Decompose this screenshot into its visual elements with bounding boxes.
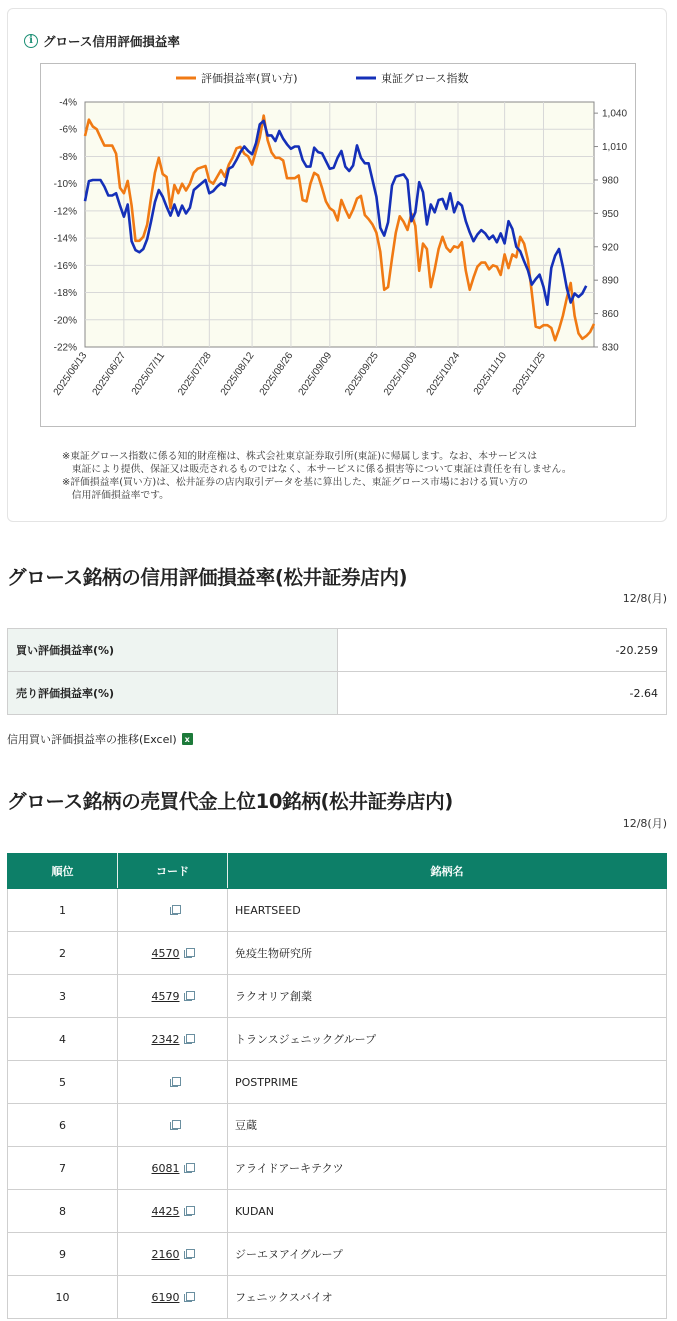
copy-icon[interactable] bbox=[184, 1292, 194, 1302]
y-left-tick-label: -12% bbox=[53, 206, 77, 218]
chart-note-line: ※評価損益率(買い方)は、松井証券の店内取引データを基に算出した、東証グロース市場における買い方の bbox=[62, 477, 529, 488]
y-right-tick-label: 920 bbox=[602, 242, 619, 254]
eval-rate-heading: グロース銘柄の信用評価損益率(松井証券店内) bbox=[7, 566, 408, 589]
table-row bbox=[8, 1061, 667, 1104]
x-tick-label: 2025/07/11 bbox=[129, 350, 168, 398]
rank-cell: 8 bbox=[8, 1190, 118, 1233]
header-rank: 順位 bbox=[8, 854, 118, 889]
table-row bbox=[8, 932, 667, 975]
rank-cell: 1 bbox=[8, 889, 118, 932]
stock-code-link[interactable]: 4570 bbox=[151, 946, 180, 960]
copy-icon[interactable] bbox=[184, 991, 194, 1001]
stock-code-link[interactable]: 4425 bbox=[151, 1204, 180, 1218]
y-left-tick-label: -16% bbox=[53, 260, 77, 272]
table-row bbox=[8, 1276, 667, 1319]
code-cell bbox=[118, 1061, 228, 1104]
y-right-tick-label: 890 bbox=[602, 275, 619, 287]
sell-eval-label: 売り評価損益率(%) bbox=[8, 672, 338, 715]
copy-icon[interactable] bbox=[184, 1249, 194, 1259]
y-left-tick-label: -4% bbox=[59, 97, 77, 109]
table-row bbox=[8, 672, 667, 715]
eval-rate-date: 12/8(月) bbox=[622, 592, 667, 605]
table-row bbox=[8, 1190, 667, 1233]
table-row bbox=[8, 629, 667, 672]
stock-name-cell: 豆蔵 bbox=[228, 1104, 667, 1147]
x-tick-label: 2025/11/10 bbox=[471, 350, 510, 398]
x-tick-label: 2025/09/09 bbox=[296, 350, 335, 398]
x-tick-label: 2025/09/25 bbox=[343, 350, 381, 398]
legend-label: 東証グロース指数 bbox=[381, 72, 469, 85]
rank-cell: 4 bbox=[8, 1018, 118, 1061]
code-cell bbox=[118, 1104, 228, 1147]
info-icon[interactable]: i bbox=[24, 34, 38, 48]
copy-icon[interactable] bbox=[184, 1034, 194, 1044]
code-cell bbox=[118, 975, 228, 1018]
plot-area bbox=[85, 102, 594, 347]
chart-notes bbox=[62, 450, 572, 502]
code-cell bbox=[118, 1147, 228, 1190]
table-row bbox=[8, 889, 667, 932]
y-left-tick-label: -22% bbox=[53, 342, 77, 354]
x-tick-label: 2025/06/13 bbox=[51, 350, 90, 398]
table-row bbox=[8, 1147, 667, 1190]
stock-name-cell: トランスジェニックグループ bbox=[228, 1018, 667, 1061]
stock-name-cell: アライドアーキテクツ bbox=[228, 1147, 667, 1190]
copy-icon[interactable] bbox=[184, 1206, 194, 1216]
chart-card-title-text: グロース信用評価損益率 bbox=[43, 34, 180, 49]
copy-icon[interactable] bbox=[184, 948, 194, 958]
excel-icon[interactable]: x bbox=[182, 733, 193, 745]
code-cell bbox=[118, 889, 228, 932]
x-tick-label: 2025/07/28 bbox=[176, 350, 214, 398]
rank-cell: 6 bbox=[8, 1104, 118, 1147]
copy-icon[interactable] bbox=[184, 1163, 194, 1173]
rank-cell: 10 bbox=[8, 1276, 118, 1319]
y-right-tick-label: 980 bbox=[602, 175, 619, 187]
stock-code-link[interactable]: 4579 bbox=[151, 989, 180, 1003]
sell-eval-value: -2.64 bbox=[338, 672, 667, 715]
table-row bbox=[8, 1018, 667, 1061]
x-tick-label: 2025/08/12 bbox=[218, 350, 257, 398]
top10-heading: グロース銘柄の売買代金上位10銘柄(松井証券店内) bbox=[7, 790, 453, 813]
rank-cell: 7 bbox=[8, 1147, 118, 1190]
code-cell bbox=[118, 1018, 228, 1061]
y-left-tick-label: -18% bbox=[53, 288, 77, 300]
chart-note-line: ※東証グロース指数に係る知的財産権は、株式会社東京証券取引所(東証)に帰属します。なお、本サービスは bbox=[62, 451, 538, 462]
rank-cell: 2 bbox=[8, 932, 118, 975]
stock-name-cell: フェニックスバイオ bbox=[228, 1276, 667, 1319]
stock-name-cell: ジーエヌアイグループ bbox=[228, 1233, 667, 1276]
buy-eval-value: -20.259 bbox=[338, 629, 667, 672]
table-row bbox=[8, 975, 667, 1018]
table-row bbox=[8, 1233, 667, 1276]
table-header-row bbox=[8, 854, 667, 889]
header-code: コード bbox=[118, 854, 228, 889]
y-right-tick-label: 1,040 bbox=[602, 108, 628, 120]
y-left-tick-label: -6% bbox=[59, 124, 77, 136]
top10-date: 12/8(月) bbox=[622, 817, 667, 830]
header-name: 銘柄名 bbox=[228, 854, 667, 889]
x-tick-label: 2025/10/09 bbox=[381, 350, 420, 398]
copy-icon[interactable] bbox=[170, 1120, 180, 1130]
y-right-tick-label: 830 bbox=[602, 342, 619, 354]
chart-card-title bbox=[24, 32, 180, 50]
chart-card bbox=[7, 8, 667, 522]
stock-code-link[interactable]: 6190 bbox=[151, 1290, 180, 1304]
x-tick-label: 2025/11/25 bbox=[510, 350, 548, 398]
stock-name-cell: 免疫生物研究所 bbox=[228, 932, 667, 975]
chart-note-line: 信用評価損益率です。 bbox=[62, 490, 169, 501]
code-cell bbox=[118, 1233, 228, 1276]
line-chart bbox=[40, 63, 636, 427]
stock-code-link[interactable]: 2342 bbox=[151, 1032, 180, 1046]
copy-icon[interactable] bbox=[170, 1077, 180, 1087]
copy-icon[interactable] bbox=[170, 905, 180, 915]
code-cell bbox=[118, 1190, 228, 1233]
stock-name-cell: POSTPRIME bbox=[228, 1061, 667, 1104]
stock-code-link[interactable]: 2160 bbox=[151, 1247, 180, 1261]
rank-cell: 5 bbox=[8, 1061, 118, 1104]
y-right-tick-label: 860 bbox=[602, 309, 619, 321]
rank-cell: 3 bbox=[8, 975, 118, 1018]
y-left-tick-label: -14% bbox=[53, 233, 77, 245]
code-cell bbox=[118, 1276, 228, 1319]
stock-name-cell: HEARTSEED bbox=[228, 889, 667, 932]
chart-note-line: 東証により提供、保証又は販売されるものではなく、本サービスに係る損害等について東証は責任を有しません。 bbox=[62, 464, 572, 475]
y-left-tick-label: -8% bbox=[59, 151, 77, 163]
top10-table bbox=[7, 853, 667, 1319]
table-row bbox=[8, 1104, 667, 1147]
stock-code-link[interactable]: 6081 bbox=[151, 1161, 180, 1175]
legend-label: 評価損益率(買い方) bbox=[201, 72, 298, 85]
excel-download-link[interactable] bbox=[7, 731, 193, 747]
rank-cell: 9 bbox=[8, 1233, 118, 1276]
buy-eval-label: 買い評価損益率(%) bbox=[8, 629, 338, 672]
chart-svg bbox=[41, 64, 637, 428]
y-left-tick-label: -10% bbox=[53, 179, 77, 191]
y-right-tick-label: 1,010 bbox=[602, 142, 628, 154]
y-left-tick-label: -20% bbox=[53, 315, 77, 327]
excel-link-text[interactable]: 信用買い評価損益率の推移(Excel) bbox=[7, 733, 177, 746]
code-cell bbox=[118, 932, 228, 975]
y-right-tick-label: 950 bbox=[602, 208, 619, 220]
stock-name-cell: KUDAN bbox=[228, 1190, 667, 1233]
x-tick-label: 2025/08/26 bbox=[257, 350, 296, 398]
x-tick-label: 2025/06/27 bbox=[90, 350, 129, 398]
stock-name-cell: ラクオリア創薬 bbox=[228, 975, 667, 1018]
eval-rate-table bbox=[7, 628, 667, 715]
x-tick-label: 2025/10/24 bbox=[424, 350, 463, 398]
